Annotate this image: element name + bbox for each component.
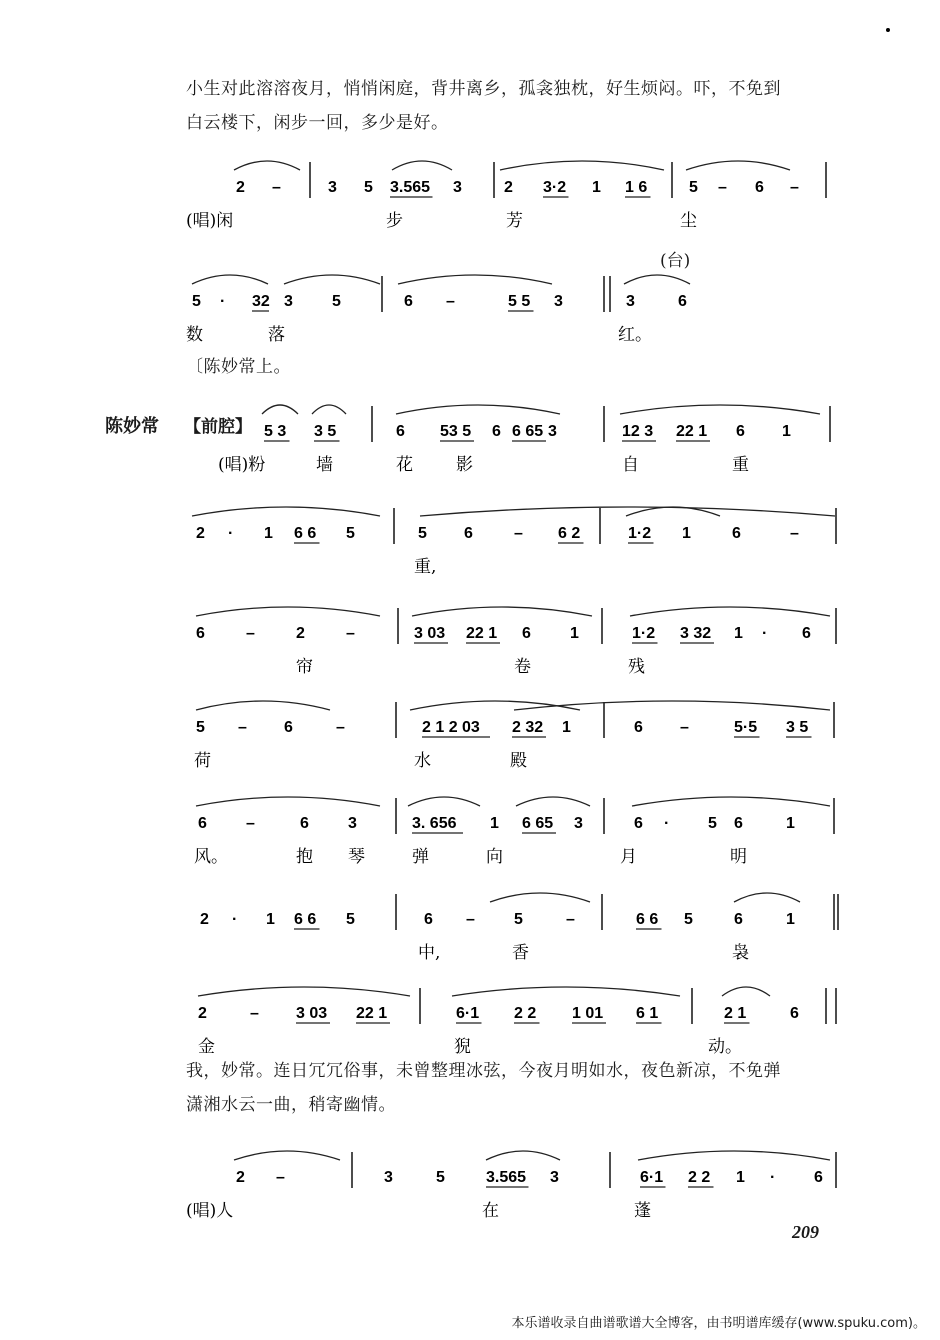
jianpu-note: 6 [732,525,741,542]
lyric-syllable: 琴 [348,847,365,867]
jianpu-note: 6 [464,525,473,542]
jianpu-note: 5 [364,179,373,196]
notation-system [0,1138,940,1221]
jianpu-note: 3 [328,179,337,196]
jianpu-note: 2 [200,911,209,928]
lyric-syllable: 香 [512,943,529,963]
jianpu-note: 6 [802,625,811,642]
jianpu-note: 1 [786,815,795,832]
lyric-syllable: 帘 [296,657,313,677]
jianpu-note: 6 6 [636,911,659,928]
jianpu-note: 3 [574,815,583,832]
slur-arc [516,797,590,806]
jianpu-note: 3 5 [314,423,337,440]
jianpu-note: – [718,179,727,196]
jianpu-note: 2 2 [514,1005,537,1022]
jianpu-note: 1 [490,815,499,832]
jianpu-note: – [790,179,799,196]
prose-block-1 [186,72,866,140]
jianpu-note: 2 [296,625,305,642]
slur-arc [722,987,770,996]
jianpu-note: 3 [626,293,635,310]
jianpu-note: 5 [418,525,427,542]
jianpu-note: 1 [734,625,743,642]
slur-arc [398,275,552,284]
lyric-syllable: 在 [482,1201,499,1221]
lyric-syllable: 向 [486,847,503,867]
prose-line: 白云楼下，闲步一回，多少是好。 [186,113,449,133]
jianpu-note: 3. 656 [412,815,457,832]
prose-block-2 [186,1054,866,1122]
jianpu-note: 1 01 [572,1005,604,1022]
jianpu-note: 3 32 [680,625,712,642]
lyric-syllable: 残 [628,657,645,677]
jianpu-note: 6 [424,911,433,928]
notation-system [0,784,940,867]
slur-arc [624,275,690,284]
jianpu-note: 1 [592,179,601,196]
jianpu-note: 6 2 [558,525,581,542]
lyric-syllable: 重, [414,557,437,577]
jianpu-note: 6 [755,179,764,196]
slur-arc [192,507,380,516]
jianpu-note: – [466,911,475,928]
slur-arc [412,607,592,616]
notation-system [0,262,940,345]
jianpu-note: 5 [346,911,355,928]
footer-credit: 本乐谱收录自曲谱歌谱大全博客，由书明谱库缓存(www.spuku.com)。 [511,1316,926,1331]
jianpu-note: 5·5 [734,719,758,736]
prose-line: 潇湘水云一曲，稍寄幽情。 [186,1095,396,1115]
jianpu-note: 6 [790,1005,799,1022]
jianpu-note: · [664,815,670,832]
jianpu-note: 2 1 [724,1005,747,1022]
lyric-syllable: 猊 [454,1037,471,1057]
stage-direction: 〔陈妙常上。 [186,357,291,377]
lyric-syllable: 自 [622,455,639,475]
lyric-syllable: 芳 [506,211,523,231]
lyric-syllable: 步 [386,211,403,231]
lyric-syllable: (唱)闲 [186,211,234,231]
jianpu-note: – [566,911,575,928]
lyric-syllable: 中, [418,943,441,963]
jianpu-note: 3 03 [414,625,446,642]
slur-arc [196,701,330,710]
jianpu-note: 6 65 [512,423,544,440]
lyric-syllable: 月 [620,847,637,867]
lyric-syllable: 殿 [510,751,527,771]
tai-annotation: (台) [660,251,691,271]
jianpu-note: 1 [562,719,571,736]
jianpu-note: · [770,1169,776,1186]
jianpu-note: 3 5 [786,719,809,736]
slur-arc [490,893,590,902]
jianpu-note: 2 [504,179,513,196]
prose-line: 我，妙常。连日冗冗俗事，未曾整理冰弦，今夜月明如水，夜色新凉，不免弹 [186,1061,781,1081]
jianpu-note: 3·2 [543,179,567,196]
jianpu-note: 32 [252,293,270,310]
lyric-syllable: 落 [268,325,285,345]
jianpu-note: 5 [708,815,717,832]
lyric-syllable: 影 [456,455,473,475]
jianpu-note: 1 6 [625,179,648,196]
jianpu-note: 5 [346,525,355,542]
jianpu-note: 6 [396,423,405,440]
notation-system [0,148,940,231]
jianpu-note: 6 [196,625,205,642]
slur-arc [686,161,790,170]
jianpu-note: 6 6 [294,525,317,542]
lyric-syllable: 弹 [412,847,429,867]
qiang-label: 【前腔】 [184,417,252,437]
slur-arc [284,275,380,284]
jianpu-note: 6 [492,423,501,440]
slur-arc [514,701,830,710]
slur-arc [262,405,298,414]
notation-system [0,494,940,577]
jianpu-note: 3 [548,423,557,440]
jianpu-note: 6 [522,625,531,642]
jianpu-note: – [276,1169,285,1186]
slur-arc [486,1151,560,1160]
slur-arc [638,1151,830,1160]
notation-system [0,392,940,475]
lyric-syllable: 卷 [514,657,531,677]
jianpu-note: 6 [634,719,643,736]
lyric-syllable: 动。 [708,1037,742,1057]
lyric-syllable: 蓬 [634,1201,651,1221]
lyric-syllable: 数 [186,325,203,345]
jianpu-note: 6 [734,815,743,832]
jianpu-note: 5 [684,911,693,928]
jianpu-note: – [680,719,689,736]
slur-arc [630,607,830,616]
jianpu-note: 3 [453,179,462,196]
jianpu-note: 6·1 [640,1169,664,1186]
jianpu-note: 2 [198,1005,207,1022]
jianpu-note: 5 [196,719,205,736]
lyric-syllable: 水 [414,751,431,771]
lyric-syllable: 金 [198,1037,215,1057]
slur-arc [234,161,300,170]
jianpu-note: 1 [266,911,275,928]
jianpu-note: – [790,525,799,542]
jianpu-note: 1 [786,911,795,928]
jianpu-note: 5 [192,293,201,310]
slur-arc [392,161,452,170]
jianpu-note: – [246,815,255,832]
jianpu-note: – [238,719,247,736]
page-number: 209 [792,1222,819,1242]
jianpu-note: · [228,525,234,542]
slur-arc [500,161,664,170]
jianpu-note: 2 1 2 03 [422,719,480,736]
jianpu-note: 22 1 [676,423,708,440]
slur-arc [452,987,680,996]
slur-arc [196,797,380,806]
jianpu-note: 1 [570,625,579,642]
jianpu-note: – [346,625,355,642]
jianpu-note: 5 [436,1169,445,1186]
jianpu-note: 1·2 [628,525,652,542]
jianpu-note: 3.565 [390,179,431,196]
jianpu-note: 6 [198,815,207,832]
lyric-syllable: 抱 [296,847,313,867]
jianpu-note: 5 5 [508,293,531,310]
lyric-syllable: 尘 [680,211,697,231]
jianpu-note: – [272,179,281,196]
lyric-syllable: 袅 [732,943,749,963]
lyric-syllable: 花 [396,455,413,475]
jianpu-note: 6 [300,815,309,832]
jianpu-note: 2 32 [512,719,544,736]
jianpu-note: 3 [554,293,563,310]
jianpu-note: 12 3 [622,423,654,440]
jianpu-note: 2 [236,179,245,196]
jianpu-note: · [762,625,768,642]
slur-arc [312,405,346,414]
slur-arc [620,405,820,414]
notation-system [0,880,940,963]
jianpu-note: 6·1 [456,1005,480,1022]
jianpu-note: – [246,625,255,642]
jianpu-note: 22 1 [466,625,498,642]
jianpu-note: 6 [404,293,413,310]
slur-arc [396,405,560,414]
jianpu-note: 6 [734,911,743,928]
jianpu-note: 6 [634,815,643,832]
jianpu-note: 6 1 [636,1005,659,1022]
jianpu-note: 3 03 [296,1005,328,1022]
jianpu-note: 53 5 [440,423,472,440]
slur-arc [632,797,830,806]
slur-arc [420,507,835,516]
jianpu-note: 5 [689,179,698,196]
jianpu-note: 1 [682,525,691,542]
lyric-syllable: 墙 [316,455,333,475]
prose-line: 小生对此溶溶夜月，悄悄闲庭，背井离乡，孤衾独枕，好生烦闷。吓，不免到 [186,79,781,99]
jianpu-note: 1 [736,1169,745,1186]
lyric-syllable: 风。 [194,847,228,867]
jianpu-note: 6 6 [294,911,317,928]
page-speck [886,28,890,32]
lyric-syllable: 明 [730,847,747,867]
jianpu-note: 1·2 [632,625,656,642]
jianpu-note: – [446,293,455,310]
jianpu-note: 6 [678,293,687,310]
jianpu-note: 6 [736,423,745,440]
notation-system [0,974,940,1057]
jianpu-note: 2 [196,525,205,542]
jianpu-note: – [514,525,523,542]
jianpu-note: 2 [236,1169,245,1186]
jianpu-note: 3 [284,293,293,310]
jianpu-note: 3 [550,1169,559,1186]
role-name: 陈妙常 [105,416,159,437]
slur-arc [408,797,480,806]
jianpu-note: · [220,293,226,310]
slur-arc [192,275,268,284]
jianpu-note: 22 1 [356,1005,388,1022]
slur-arc [734,893,800,902]
jianpu-note: 5 3 [264,423,287,440]
jianpu-note: 6 65 [522,815,554,832]
jianpu-note: 3 [384,1169,393,1186]
lyric-syllable: (唱)人 [186,1201,234,1221]
jianpu-note: 5 [332,293,341,310]
jianpu-note: 1 [782,423,791,440]
lyric-syllable: 重 [732,455,749,475]
jianpu-note: – [336,719,345,736]
jianpu-note: 3 [348,815,357,832]
jianpu-note: 1 [264,525,273,542]
notation-system [0,688,940,771]
lyric-syllable: 红。 [618,325,652,345]
jianpu-note: 6 [284,719,293,736]
jianpu-note: 6 [814,1169,823,1186]
slur-arc [196,607,380,616]
jianpu-note: 5 [514,911,523,928]
jianpu-note: – [250,1005,259,1022]
jianpu-note: 2 2 [688,1169,711,1186]
slur-arc [234,1151,340,1160]
jianpu-note: 3.565 [486,1169,527,1186]
lyric-syllable: 荷 [194,751,211,771]
notation-system [0,594,940,677]
slur-arc [198,987,410,996]
jianpu-note: · [232,911,238,928]
lyric-syllable: (唱)粉 [218,455,266,475]
